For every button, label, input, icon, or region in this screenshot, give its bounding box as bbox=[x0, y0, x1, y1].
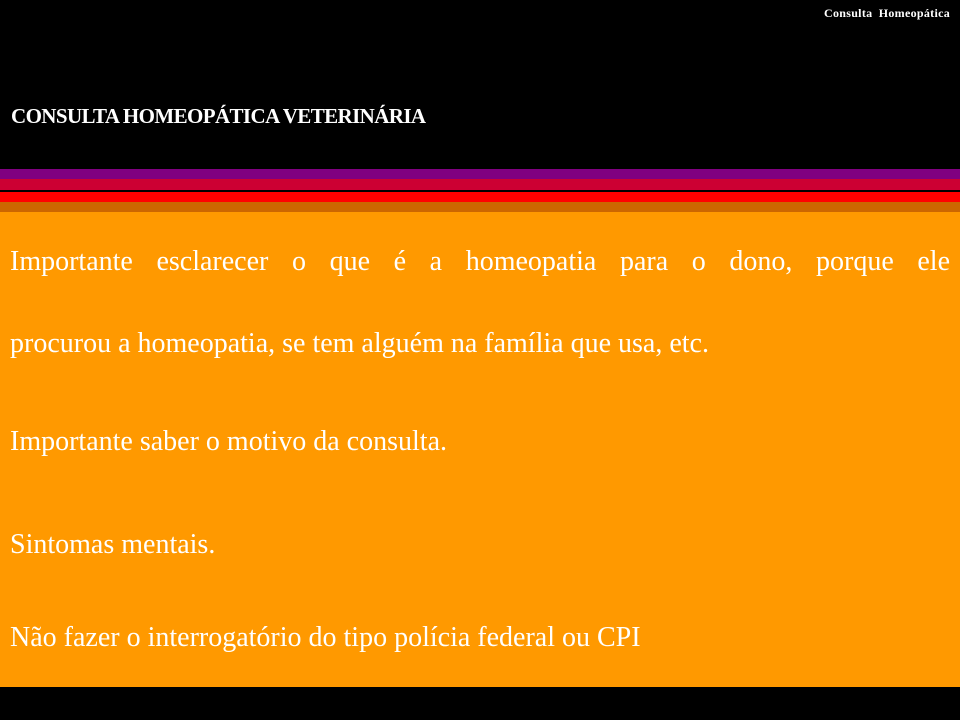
slide-title: CONSULTA HOMEOPÁTICA VETERINÁRIA bbox=[11, 104, 426, 128]
stripe-red bbox=[0, 192, 960, 202]
stripe-purple bbox=[0, 169, 960, 179]
stripe-amber bbox=[0, 202, 960, 212]
paragraph-interrogation-warning: Não fazer o interrogatório do tipo polícia federal ou CPI bbox=[10, 622, 641, 653]
bottom-bar bbox=[0, 687, 960, 720]
stripe-crimson bbox=[0, 179, 960, 190]
paragraph-consultation-reason: Importante saber o motivo da consulta. bbox=[10, 426, 447, 457]
content-panel bbox=[0, 212, 960, 687]
header-corner-label: Consulta Homeopática bbox=[824, 6, 950, 20]
paragraph-1-line-2: procurou a homeopatia, se tem alguém na família que usa, etc. bbox=[10, 328, 709, 359]
paragraph-1-line-1: Importante esclarecer o que é a homeopatia para o dono, porque ele bbox=[10, 246, 950, 277]
paragraph-mental-symptoms: Sintomas mentais. bbox=[10, 529, 216, 560]
paragraph-owner-explanation bbox=[10, 242, 950, 364]
